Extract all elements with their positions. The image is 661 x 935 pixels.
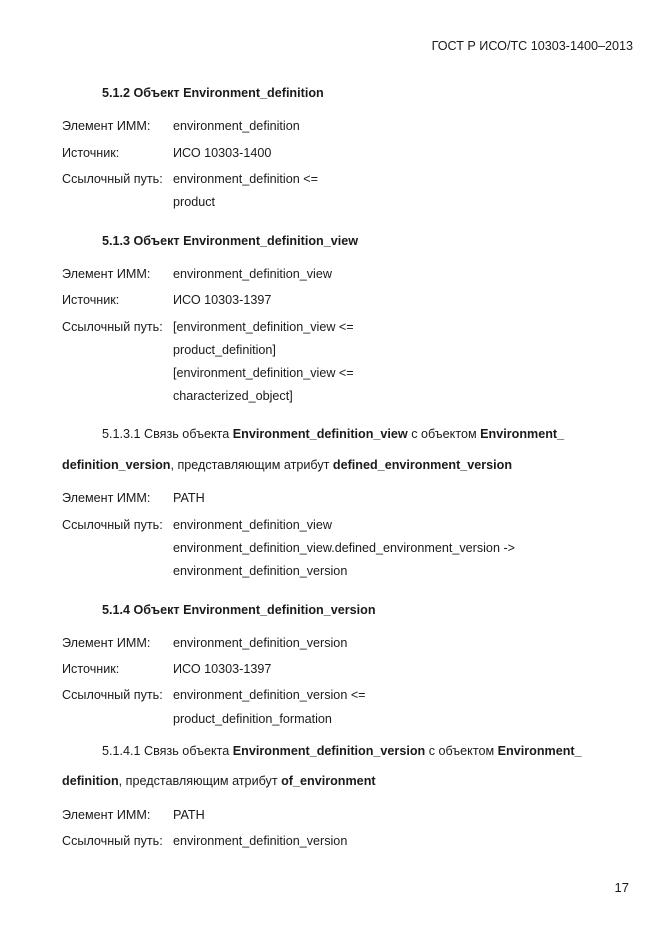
- label-ref-path: Ссылочный путь:: [62, 518, 163, 532]
- label-source: Источник:: [62, 293, 120, 307]
- label-element: Элемент ИММ:: [62, 267, 151, 281]
- ref-path-line: [environment_definition_view <=: [173, 366, 354, 380]
- subsection-title-line-2: definition, представляющим атрибут of_environment: [62, 774, 376, 788]
- label-element: Элемент ИММ:: [62, 636, 151, 650]
- value-source: ИСО 10303-1397: [173, 293, 272, 307]
- ref-path-line: environment_definition_view.defined_environment_version ->: [173, 541, 515, 555]
- label-element: Элемент ИММ:: [62, 119, 151, 133]
- value-source: ИСО 10303-1397: [173, 662, 272, 676]
- subsection-title-line-1: 5.1.4.1 Связь объекта Environment_definition_version с объектом Environment_: [102, 744, 582, 758]
- label-element: Элемент ИММ:: [62, 491, 151, 505]
- label-ref-path: Ссылочный путь:: [62, 688, 163, 702]
- value-element: PATH: [173, 808, 205, 822]
- subsection-title-line-2: definition_version, представляющим атрибут defined_environment_version: [62, 458, 513, 472]
- value-element: environment_definition_version: [173, 636, 348, 650]
- ref-path-line: environment_definition_version: [173, 834, 348, 848]
- label-source: Источник:: [62, 146, 120, 160]
- ref-path-line: characterized_object]: [173, 389, 293, 403]
- subsection-title-line-1: 5.1.3.1 Связь объекта Environment_definition_view с объектом Environment_: [102, 427, 565, 441]
- label-source: Источник:: [62, 662, 120, 676]
- ref-path-line: product: [173, 195, 216, 209]
- ref-path-line: [environment_definition_view <=: [173, 320, 354, 334]
- page-number: 17: [614, 880, 629, 895]
- ref-path-line: product_definition]: [173, 343, 276, 357]
- section-heading-5-1-2: 5.1.2 Объект Environment_definition: [102, 86, 324, 100]
- section-heading-5-1-3: 5.1.3 Объект Environment_definition_view: [102, 234, 359, 248]
- ref-path-line: environment_definition_version: [173, 564, 348, 578]
- value-source: ИСО 10303-1400: [173, 146, 272, 160]
- section-heading-5-1-4: 5.1.4 Объект Environment_definition_version: [102, 603, 376, 617]
- label-ref-path: Ссылочный путь:: [62, 320, 163, 334]
- value-element: environment_definition: [173, 119, 300, 133]
- ref-path-line: environment_definition_version <=: [173, 688, 366, 702]
- document-header: ГОСТ Р ИСО/ТС 10303-1400–2013: [431, 39, 633, 53]
- value-element: PATH: [173, 491, 205, 505]
- label-ref-path: Ссылочный путь:: [62, 834, 163, 848]
- label-element: Элемент ИММ:: [62, 808, 151, 822]
- label-ref-path: Ссылочный путь:: [62, 172, 163, 186]
- ref-path-line: environment_definition <=: [173, 172, 318, 186]
- value-element: environment_definition_view: [173, 267, 332, 281]
- ref-path-line: product_definition_formation: [173, 712, 332, 726]
- ref-path-line: environment_definition_view: [173, 518, 332, 532]
